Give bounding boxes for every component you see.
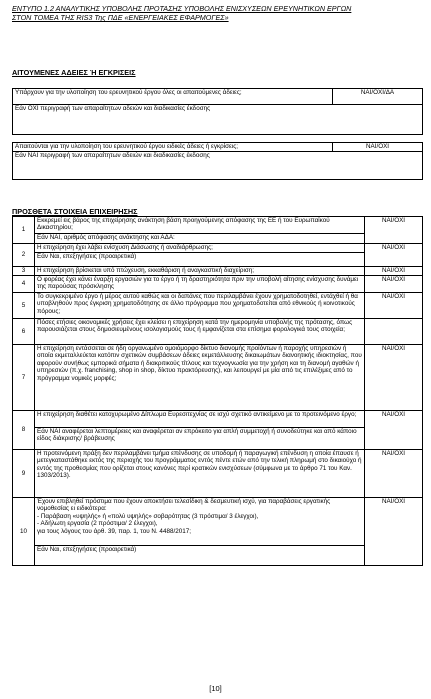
row-number: 8 (13, 411, 35, 450)
permits-q2: Απαιτούνται για την υλοποίηση του ερευνητικού έργου ειδικές άδειες ή εγκρίσεις; (13, 143, 333, 152)
extra-row (13, 276, 423, 293)
row-question: Έχουν επιβληθεί πρόστιμα που έχουν αποκτήσει τελεσίδικη & δεσμευτική ισχύ, για παραβάσεις εργατικής νομοθεσίας ει ειδικότερα: - Παράβαση «υψηλής» ή «πολύ υψηλής» σοβαρότητας (3 πρόστιμα/ 3 έλεγχοι), - Αδήλωτη εργασία (2 πρόστιμα/ 2 έλεγχοι), για τους λόγους του άρθ. 39, παρ. 1, του Ν. 4488/2017; (35, 498, 365, 546)
row-answer[interactable]: ΝΑΙ/ΟΧΙ (365, 450, 423, 498)
row-number: 7 (13, 345, 35, 411)
row-answer[interactable]: ΝΑΙ/ΟΧΙ (365, 267, 423, 276)
extra-row (13, 345, 423, 411)
extra-row (13, 411, 423, 428)
row-note[interactable]: Εάν Ναι, επεξηγήσεις (προαιρετικά) (35, 253, 365, 267)
row-answer[interactable]: ΝΑΙ/ΟΧΙ (365, 498, 423, 566)
permits-table-2 (12, 142, 423, 180)
permits-q1-answer[interactable]: ΝΑΙ/ΟΧΙ/ΔΑ (333, 89, 423, 105)
row-number: 10 (13, 498, 35, 566)
extra-row (13, 546, 423, 566)
row-answer[interactable]: ΝΑΙ/ΟΧΙ (365, 345, 423, 411)
row-answer[interactable]: ΝΑΙ/ΟΧΙ (365, 217, 423, 244)
extra-row (13, 244, 423, 253)
row-question: Εκκρεμεί εις βάρος της επιχείρησης ανάκτηση βάση προηγούμενης απόφασης της ΕΕ ή του Ευρωπαϊκού Δικαστηρίου; (35, 217, 365, 234)
row-answer[interactable]: ΝΑΙ/ΟΧΙ (365, 411, 423, 450)
row-question: Πόσες ετήσιες οικονομικές χρήσεις έχει κλείσει η επιχείρηση κατά την ημερομηνία υποβολής της πρότασης, όπως παρουσιάζεται στους δημοσιευμένους ισολογισμούς τους ή εμφανίζεται στα επίσημα φορολογικά τους στοιχεία; (35, 319, 365, 345)
row-number: 4 (13, 276, 35, 293)
permits-q2-note[interactable]: Εάν ΝΑΙ περιγραφή των απαραίτητων αδειών και διαδικασίες έκδοσης (13, 152, 423, 180)
row-note[interactable]: Εάν ΝΑΙ αναφέρεται λεπτομέρειες και αναφέρεται αν επρόκειτο για απλή συμμετοχή ή συνοδεύτηκε και από κάποιο είδος διάκρισης/ βράβευσης (35, 428, 365, 450)
extra-row (13, 234, 423, 244)
extra-row (13, 428, 423, 450)
row-number: 3 (13, 267, 35, 276)
permits-q2-answer[interactable]: ΝΑΙ/ΟΧΙ (333, 143, 423, 152)
row-question: Η επιχείρηση βρίσκεται υπό πτώχευση, εκκαθάριση ή αναγκαστική διαχείριση; (35, 267, 365, 276)
header-line-2: ΣΤΟΝ ΤΟΜΕΑ ΤΗΣ RIS3 Της ΠΔΕ «ΕΝΕΡΓΕΙΑΚΕΣ ΕΦΑΡΜΟΓΕΣ» (12, 13, 229, 22)
row-answer[interactable]: ΝΑΙ/ΟΧΙ (365, 293, 423, 319)
row-answer[interactable]: ΝΑΙ/ΟΧΙ (365, 244, 423, 267)
row-answer[interactable] (365, 319, 423, 345)
extra-row (13, 267, 423, 276)
page-number: [10] (209, 684, 222, 693)
permits-q1-note[interactable]: Εάν ΟΧΙ περιγραφή των απαραίτητων αδειών και διαδικασίες έκδοσης (13, 105, 423, 135)
header-line-1: ΕΝΤΥΠΟ 1.2 ΑΝΑΛΥΤΙΚΗΣ ΥΠΟΒΟΛΗΣ ΠΡΟΤΑΣΗΣ ΥΠΟΒΟΛΗΣ ΕΝΙΣΧΥΣΕΩΝ ΕΡΕΥΝΗΤΙΚΩΝ ΕΡΓΩΝ (12, 4, 352, 13)
row-number: 2 (13, 244, 35, 267)
extra-section-title: ΠΡΟΣΘΕΤΑ ΣΤΟΙΧΕΙΑ ΕΠΙΧΕΙΡΗΣΗΣ (12, 207, 138, 216)
row-number: 9 (13, 450, 35, 498)
row-answer[interactable]: ΝΑΙ/ΟΧΙ (365, 276, 423, 293)
extra-row (13, 293, 423, 319)
permits-table-1 (12, 88, 423, 135)
row-question: Η επιχείρηση διαθέτει κατοχυρωμένο Δίπλωμα Ευρεσιτεχνίας σε ισχύ σχετικό αντικείμενο με το προτεινόμενο έργο; (35, 411, 365, 428)
extra-row (13, 450, 423, 498)
row-question: Η επιχείρηση εντάσσεται σε ήδη οργανωμένο ομοιόμορφο δίκτυο διανομής προϊόντων ή παροχής υπηρεσιών ή οποία εκμεταλλεύεται κατόπιν σχετικών συμβάσεων άδειες εκμετάλλευσης δικαιωμάτων διανοητικής ιδιοκτησίας, που αφορούν συνήθως εμπορικά σήματα ή διακριτικούς τίτλους και τεχνογνωσία για την χρήση και τη διανομή αγαθών ή υπηρεσιών (π.χ. franchising, shop in shop, δίκτυο πρακτόρευσης), και λειτουργεί με μία από τις επιλέξιμες από το πρόγραμμα νομικές μορφές; (35, 345, 365, 411)
row-number: 6 (13, 319, 35, 345)
row-question: Ο φορέας έχει κάνει έναρξη εργασιών για το έργο ή τη δραστηριότητα πριν την υποβολή αίτησης ενίσχυσης δυνάμει της παρούσας πρόσκλησης (35, 276, 365, 293)
row-note[interactable]: Εάν Ναι, επεξηγήσεις (προαιρετικά) (35, 546, 365, 566)
extra-row (13, 253, 423, 267)
row-question: Η προτεινόμενη πράξη δεν περιλαμβάνει τμήμα επένδυσης σε υποδομή ή παραγωγική επένδυση η οποία έπαυσε ή μετεγκαταστάθηκε εκτός της περιοχής του προγράμματος εντός πέντε ετών από την τελική πληρωμή στο δικαιούχο ή εντός της προθεσμίας που ορίζεται στους κανόνες περί κρατικών ενισχύσεων (σύμφωνα με το άρθρο 71 του Καν. 1303/2013). (35, 450, 365, 498)
extra-table (12, 216, 423, 566)
permits-section-title: ΑΙΤΟΥΜΕΝΕΣ ΑΔΕΙΕΣ Ή ΕΓΚΡΙΣΕΙΣ (12, 68, 136, 77)
extra-row (13, 498, 423, 546)
extra-row (13, 319, 423, 345)
row-question: Το συγκεκριμένο έργο ή μέρος αυτού καθώς και οι δαπάνες που περιλαμβάνει έχουν χρηματοδοτηθεί, εντάχθεί ή θα υποβληθούν προς έγκριση χρηματοδότησης σε άλλο πρόγραμμα που χρηματοδοτείται από εθνικούς ή κοινοτικούς πόρους; (35, 293, 365, 319)
extra-row (13, 217, 423, 234)
row-question: Η επιχείρηση έχει λάβει ενίσχυση Διάσωσης ή αναδιάρθρωσης; (35, 244, 365, 253)
row-number: 1 (13, 217, 35, 244)
row-note[interactable]: Εάν ΝΑΙ, αριθμός απόφασης ανάκτησης και ΑΔΑ: (35, 234, 365, 244)
permits-q1: Υπάρχουν για την υλοποίηση του ερευνητικού έργου όλες οι απαιτούμενες άδειες; (13, 89, 333, 105)
row-number: 5 (13, 293, 35, 319)
document-header (12, 4, 422, 22)
